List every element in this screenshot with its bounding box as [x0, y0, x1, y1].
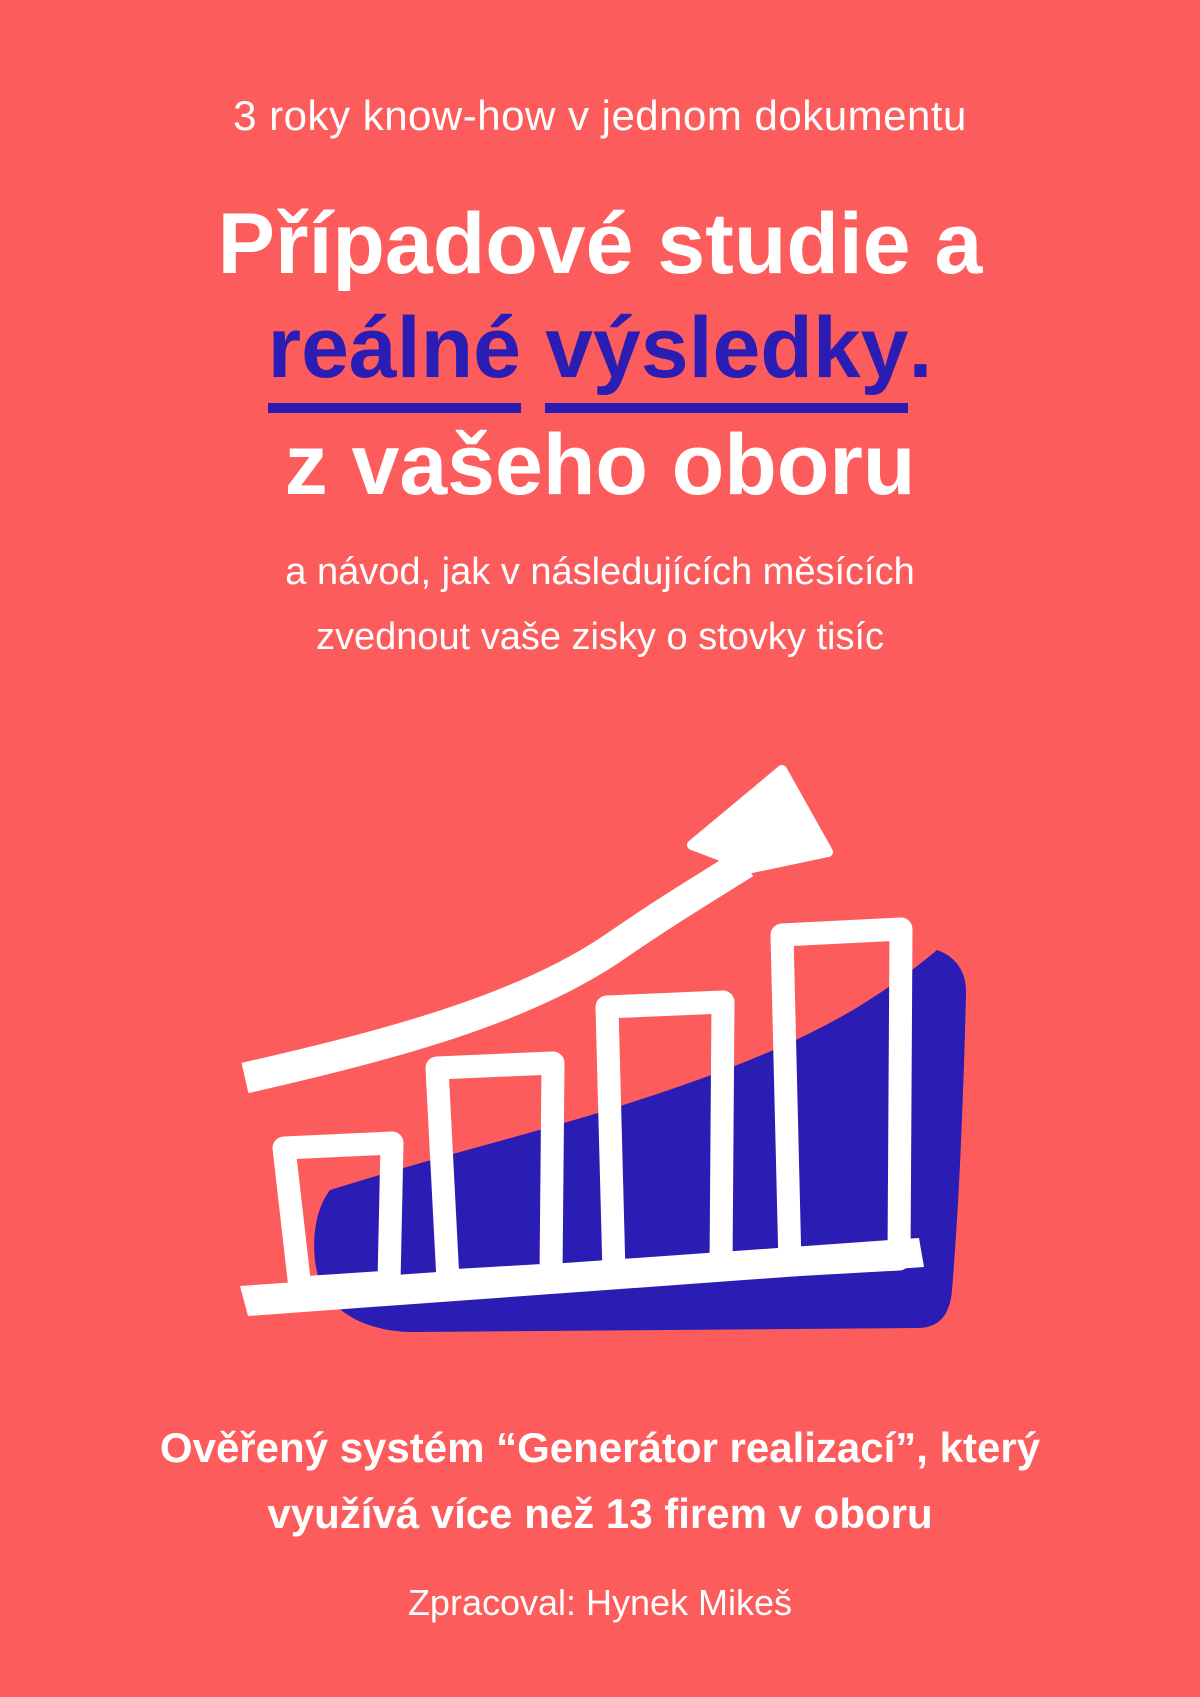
underlined-word-1: reálné — [268, 296, 521, 413]
subtitle — [0, 540, 1200, 670]
subtitle-line-2: zvednout vaše zisky o stovky tisíc — [315, 616, 885, 658]
subtitle-line-1: a návod, jak v následujících měsících — [285, 551, 915, 593]
statement — [0, 1415, 1200, 1547]
kicker-text: 3 roky know-how v jednom dokumentu — [233, 92, 967, 139]
statement-line-2: využívá více než 13 firem v oboru — [267, 1490, 933, 1537]
statement-line-1: Ověřený systém “Generátor realizací”, který — [159, 1424, 1041, 1471]
growth-arrow-icon — [245, 770, 828, 1078]
growth-arrow-shaft — [245, 863, 745, 1078]
credit-text: Zpracoval: Hynek Mikeš — [407, 1582, 793, 1623]
title-line-1: Případové studie a — [217, 196, 983, 292]
title-line-3: z vašeho oboru — [284, 417, 916, 513]
growth-chart-illustration — [140, 695, 980, 1345]
title-line-2 — [0, 296, 1200, 413]
underlined-word-2: výsledky — [545, 296, 908, 413]
title-period: . — [908, 300, 933, 396]
page-title — [0, 192, 1200, 517]
growth-arrow-head — [692, 770, 828, 868]
